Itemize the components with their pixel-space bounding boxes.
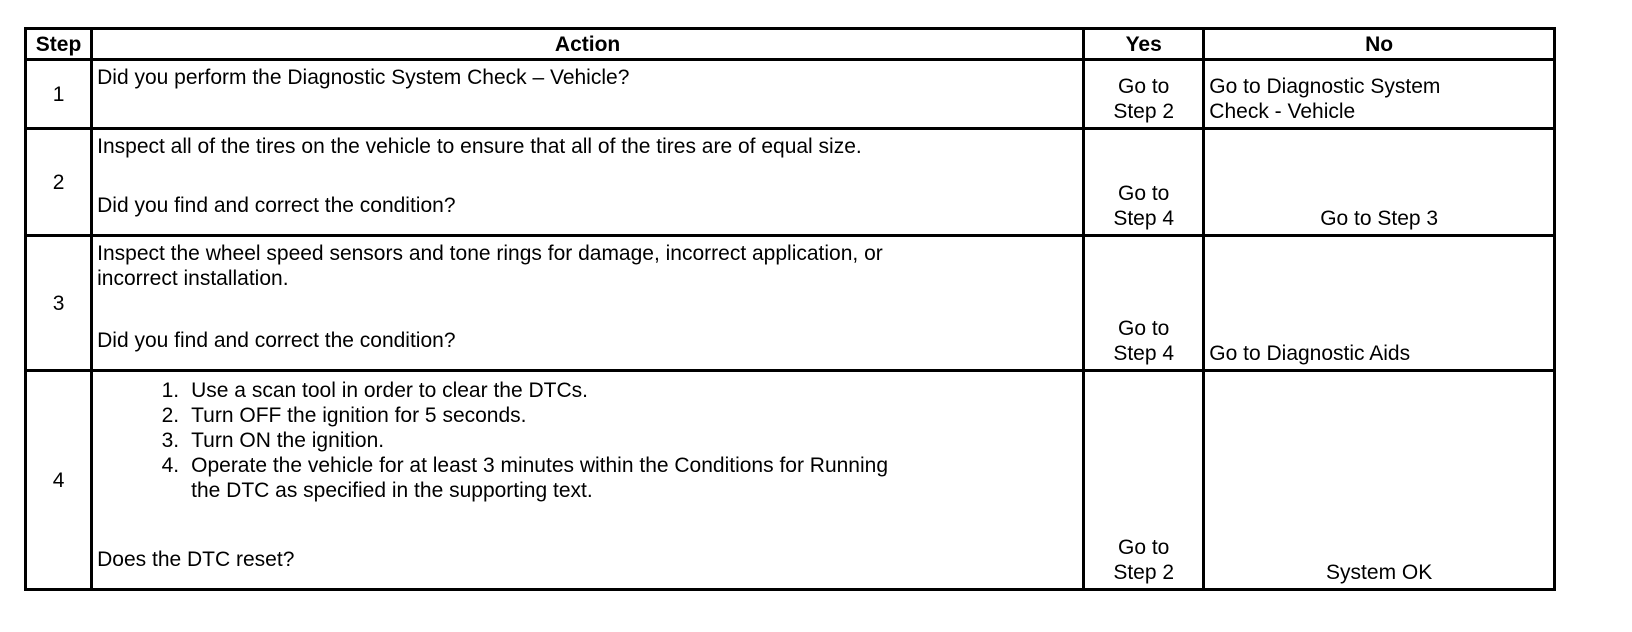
yes-text: Step 2 xyxy=(1113,561,1175,584)
action-text: Inspect all of the tires on the vehicle to ensure that all of the tires are of equal size. xyxy=(97,135,862,158)
header-no: No xyxy=(1204,29,1555,60)
yes-text: Step 4 xyxy=(1113,342,1175,365)
procedure-item-number: 2. xyxy=(161,404,180,427)
yes-cell xyxy=(1084,236,1204,371)
yes-text: Go to xyxy=(1117,536,1170,559)
no-text: System OK xyxy=(1326,561,1433,584)
action-cell xyxy=(92,236,1084,371)
no-cell xyxy=(1204,129,1555,236)
action-cell xyxy=(92,129,1084,236)
header-row xyxy=(26,29,1555,60)
procedure-item xyxy=(161,378,1078,403)
step-number: 4 xyxy=(26,371,92,590)
table-row xyxy=(26,129,1555,236)
procedure-item xyxy=(161,453,1078,503)
diagnostic-table xyxy=(24,27,1556,591)
no-cell xyxy=(1204,371,1555,590)
action-question: Did you find and correct the condition? xyxy=(97,329,456,352)
no-text: Go to Diagnostic System xyxy=(1209,75,1441,98)
action-question: Does the DTC reset? xyxy=(97,548,295,571)
yes-cell xyxy=(1084,129,1204,236)
yes-text: Step 4 xyxy=(1113,207,1175,230)
yes-text: Go to xyxy=(1117,75,1170,98)
header-action: Action xyxy=(92,29,1084,60)
step-number: 3 xyxy=(26,236,92,371)
yes-cell xyxy=(1084,371,1204,590)
yes-text: Step 2 xyxy=(1113,100,1175,123)
table-row xyxy=(26,60,1555,129)
yes-text: Go to xyxy=(1117,317,1170,340)
procedure-item-number: 3. xyxy=(161,429,180,452)
no-text: Go to Diagnostic Aids xyxy=(1209,342,1411,365)
procedure-item-text: Operate the vehicle for at least 3 minutes within the Conditions for Running xyxy=(191,454,889,477)
procedure-item xyxy=(161,428,1078,453)
action-text: incorrect installation. xyxy=(97,267,289,290)
procedure-item-text: Turn OFF the ignition for 5 seconds. xyxy=(191,404,527,427)
yes-cell xyxy=(1084,60,1204,129)
action-text: Did you perform the Diagnostic System Check – Vehicle? xyxy=(97,66,630,89)
table-row xyxy=(26,371,1555,590)
no-cell xyxy=(1204,236,1555,371)
procedure-item xyxy=(161,403,1078,428)
yes-text: Go to xyxy=(1117,182,1170,205)
no-text: Check - Vehicle xyxy=(1209,100,1356,123)
step-number: 2 xyxy=(26,129,92,236)
header-step: Step xyxy=(26,29,92,60)
procedure-item-text: Use a scan tool in order to clear the DTCs. xyxy=(191,379,588,402)
action-text: Inspect the wheel speed sensors and tone rings for damage, incorrect application, or xyxy=(97,242,883,265)
action-cell xyxy=(92,60,1084,129)
no-text: Go to Step 3 xyxy=(1320,207,1439,230)
procedure-item-number: 1. xyxy=(161,379,180,402)
procedure-list xyxy=(97,378,1078,503)
table-row xyxy=(26,236,1555,371)
action-cell xyxy=(92,371,1084,590)
header-yes: Yes xyxy=(1084,29,1204,60)
procedure-item-text: the DTC as specified in the supporting text. xyxy=(191,479,593,502)
action-question: Did you find and correct the condition? xyxy=(97,194,456,217)
procedure-item-text: Turn ON the ignition. xyxy=(191,429,385,452)
no-cell xyxy=(1204,60,1555,129)
procedure-item-number: 4. xyxy=(161,454,180,477)
step-number: 1 xyxy=(26,60,92,129)
